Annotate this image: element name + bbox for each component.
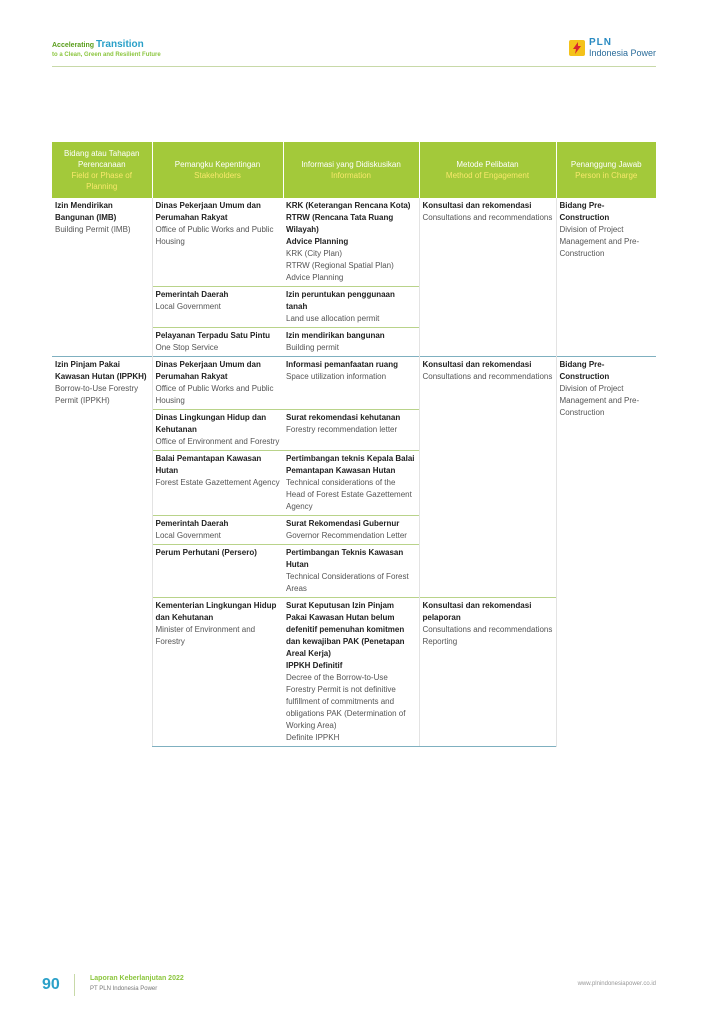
method-cell: Konsultasi dan rekomendasi Consultations and recommendations (419, 357, 556, 598)
pic-cell: Bidang Pre-Construction Division of Project Management and Pre-Construction (556, 198, 656, 357)
company-name: PT PLN Indonesia Power (90, 986, 158, 992)
information-cell: KRK (Keterangan Rencana Kota) RTRW (Rencana Tata Ruang Wilayah) Advice Planning KRK (City Plan) RTRW (Regional Spatial Plan) Advice Planning (286, 201, 411, 282)
stakeholder-cell: Pelayanan Terpadu Satu Pintu One Stop Service (152, 328, 283, 357)
stakeholder-engagement-table (52, 142, 656, 747)
table-row (52, 357, 656, 410)
table-row (52, 198, 656, 287)
information-cell: Informasi pemanfaatan ruang Space utilization information (283, 357, 419, 410)
footer-title-block (90, 974, 184, 994)
page-number: 90 (42, 976, 60, 993)
page-footer (42, 968, 656, 998)
website-link[interactable]: www.plnindonesiapower.co.id (577, 981, 656, 987)
method-cell: Konsultasi dan rekomendasi pelaporan Consultations and recommendations Reporting (419, 598, 556, 747)
pic-cell: Bidang Pre-Construction Division of Project Management and Pre-Construction (556, 357, 656, 747)
stakeholder-cell: Dinas Pekerjaan Umum dan Perumahan Rakyat Office of Public Works and Public Housing (152, 357, 283, 410)
stakeholder-cell: Kementerian Lingkungan Hidup dan Kehutanan Minister of Environment and Forestry (152, 598, 283, 747)
information-cell: Pertimbangan teknis Kepala Balai Pemantapan Kawasan Hutan Technical considerations of the Head of Forest Estate Gazettement Agency (283, 451, 419, 516)
stakeholder-cell: Pemerintah Daerah Local Government (152, 516, 283, 545)
column-header-pic: Penanggung Jawab Person in Charge (556, 142, 656, 198)
brand-logo (569, 38, 656, 58)
table-header-row (52, 142, 656, 198)
field-cell: Izin Mendirikan Bangunan (IMB) Building Permit (IMB) (55, 201, 131, 234)
information-cell: Pertimbangan Teknis Kawasan Hutan Technical Considerations of Forest Areas (283, 545, 419, 598)
column-header-information: Informasi yang Didiskusikan Information (283, 142, 419, 198)
tagline-highlight: Transition (95, 39, 144, 50)
tagline-prefix: Accelerating (52, 42, 95, 49)
footer-divider (74, 974, 75, 996)
header-tagline (52, 40, 161, 60)
information-cell: Izin peruntukan penggunaan tanah Land use allocation permit (283, 287, 419, 328)
information-cell: Surat Keputusan Izin Pinjam Pakai Kawasan Hutan belum defenitif pemenuhan komitmen dan kewajiban PAK (Penetapan Areal Kerja) IPPKH Definitif Decree of the Borrow-to-Use Forestry Permit is not definitive fulfillment of commitments and obligations PAK (Determination of Working Area) Definite IPPKH (283, 598, 419, 747)
method-cell: Konsultasi dan rekomendasi Consultations and recommendations (419, 198, 556, 357)
column-header-field: Bidang atau Tahapan Perencanaan Field or Phase of Planning (52, 142, 152, 198)
stakeholder-cell: Dinas Lingkungan Hidup dan Kehutanan Office of Environment and Forestry (152, 410, 283, 451)
information-cell: Surat rekomendasi kehutanan Forestry recommendation letter (283, 410, 419, 451)
lightning-bolt-icon (569, 40, 585, 56)
report-title: Laporan Keberlanjutan 2022 (90, 975, 184, 982)
stakeholder-cell: Balai Pemantapan Kawasan Hutan Forest Estate Gazettement Agency (152, 451, 283, 516)
information-cell: Surat Rekomendasi Gubernur Governor Recommendation Letter (283, 516, 419, 545)
column-header-stakeholders: Pemangku Kepentingan Stakeholders (152, 142, 283, 198)
column-header-method: Metode Pelibatan Method of Engagement (419, 142, 556, 198)
stakeholder-cell: Dinas Pekerjaan Umum dan Perumahan Rakyat Office of Public Works and Public Housing (152, 198, 283, 287)
field-cell: Izin Pinjam Pakai Kawasan Hutan (IPPKH) Borrow-to-Use Forestry Permit (IPPKH) (52, 357, 152, 747)
stakeholder-cell: Perum Perhutani (Persero) (152, 545, 283, 598)
stakeholder-cell: Pemerintah Daerah Local Government (152, 287, 283, 328)
brand-name: PLN (588, 37, 612, 48)
brand-subtitle: Indonesia Power (588, 48, 656, 58)
tagline-subtitle: to a Clean, Green and Resilient Future (52, 52, 161, 58)
page-header (52, 38, 656, 66)
header-divider (52, 66, 656, 67)
information-cell: Izin mendirikan bangunan Building permit (283, 328, 419, 357)
